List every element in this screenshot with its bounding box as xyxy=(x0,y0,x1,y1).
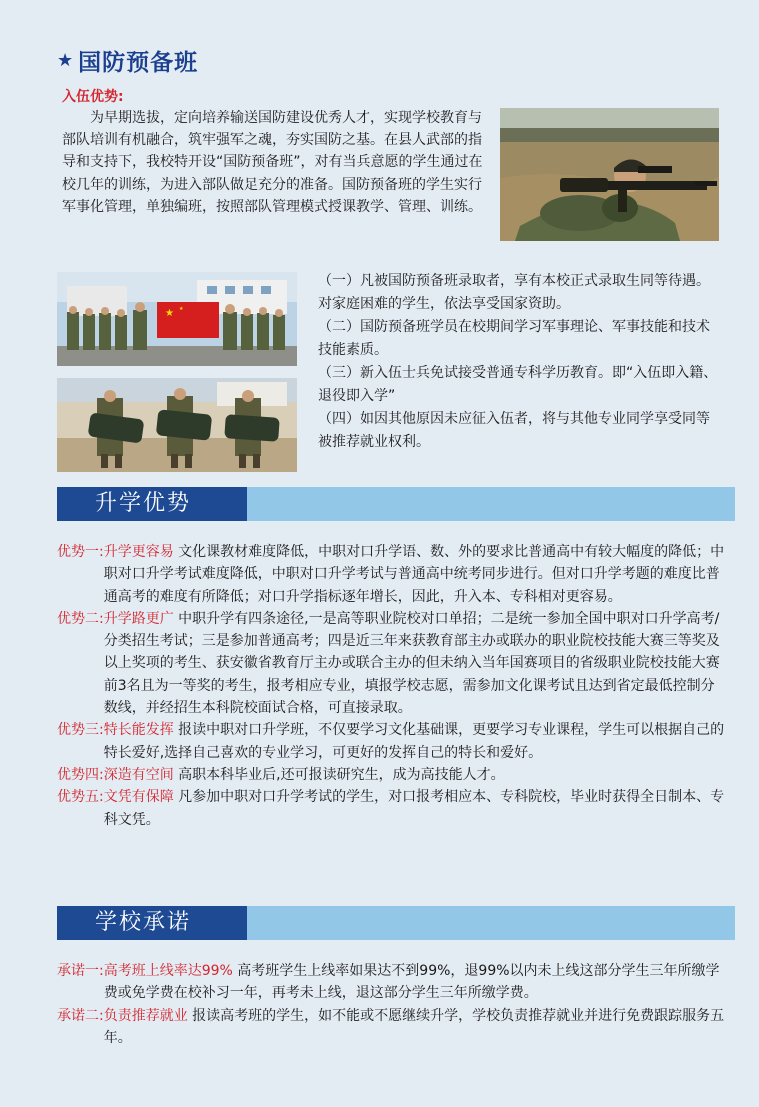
promise-prefix: 承诺二: xyxy=(57,1007,104,1024)
advantage-item-1 xyxy=(57,541,727,608)
advantages-list xyxy=(57,541,727,831)
advantage-text: 文化课教材难度降低，中职对口升学语、数、外的要求比普通高中有较大幅度的降低；中职对口升学考试难度降低，中职对口升学考试与普通高中统考同步进行。但对口升学考题的难度比普通高考的难度有所降低；对口升学指标逐年增长，因此，升入本、专科相对更容易。 xyxy=(103,544,725,605)
svg-text:★: ★ xyxy=(165,308,174,319)
advantage-key: 特长能发挥 xyxy=(103,722,174,739)
advantage-item-2 xyxy=(57,608,727,719)
advantage-item-3 xyxy=(57,719,727,764)
advantage-key: 文凭有保障 xyxy=(103,789,174,806)
section-title-text: 国防预备班 xyxy=(78,50,199,76)
promise-text: 高考班学生上线率如果达不到99%，退99%以内未上线这部分学生三年所缴学费或免学费在校补习一年，再考未上线，退这部分学生三年所缴学费。 xyxy=(103,963,720,1002)
banner-advancement-label: 升学优势 xyxy=(95,491,192,516)
right-item-4: （四）如因其他原因未应征入伍者，将与其他专业同学享受同等被推荐就业权利。 xyxy=(318,411,710,450)
right-item-1: （一）凡被国防预备班录取者，享有本校正式录取生同等待遇。对家庭困难的学生，依法享受国家资助。 xyxy=(318,273,710,312)
advantage-text: 中职升学有四条途径,一是高等职业院校对口单招；二是统一参加全国中职对口升学高考/分类招生考试；三是参加普通高考；四是近三年来获教育部主办或联办的职业院校技能大赛三等奖及以上奖项的考生、获安徽省教育厅主办或联合主办的但未纳入当年国赛项目的省级职业院校技能大赛前3名且为一等奖的考生，报考相应专业，填报学校志愿，需参加文化课考试且达到省定最低控制分数线，并经招生本科院校面试合格，可直接录取。 xyxy=(103,610,720,717)
sniper-training-photo xyxy=(500,108,719,241)
promise-key: 高考班上线率达99% xyxy=(103,963,233,979)
star-icon: ★ xyxy=(57,50,75,71)
enlist-advantage-heading: 入伍优势: xyxy=(62,89,124,105)
advantage-item-4 xyxy=(57,764,727,786)
advantage-prefix: 优势五: xyxy=(57,789,104,806)
promise-text: 报读高考班的学生，如不能或不愿继续升学，学校负责推荐就业并进行免费跟踪服务五年。 xyxy=(103,1007,725,1046)
advantage-key: 升学路更广 xyxy=(103,610,174,627)
advantage-prefix: 优势一: xyxy=(57,544,104,560)
shield-training-photo xyxy=(57,378,297,472)
advantage-text: 凡参加中职对口升学考试的学生，对口报考相应本、专科院校，毕业时获得全日制本、专科文凭。 xyxy=(103,789,725,828)
right-item-2: （二）国防预备班学员在校期间学习军事理论、军事技能和技术技能素质。 xyxy=(318,319,710,358)
advantage-prefix: 优势三: xyxy=(57,722,104,739)
flag-ceremony-photo xyxy=(57,272,297,366)
enlist-rights-list xyxy=(318,270,723,454)
advantage-item-5 xyxy=(57,786,727,831)
svg-text:★: ★ xyxy=(179,306,184,312)
advantage-prefix: 优势四: xyxy=(57,766,104,783)
promises-list xyxy=(57,960,727,1049)
promise-item-1 xyxy=(57,960,727,1005)
intro-paragraph xyxy=(62,107,487,218)
right-item-3: （三）新入伍士兵免试接受普通专科学历教育。即“入伍即入籍、退役即入学” xyxy=(318,365,718,404)
banner-promise xyxy=(57,906,735,940)
advantage-text: 高职本科毕业后,还可报读研究生，成为高技能人才。 xyxy=(173,766,505,783)
advantage-prefix: 优势二: xyxy=(57,610,104,627)
section-title xyxy=(57,44,198,77)
banner-promise-label: 学校承诺 xyxy=(95,910,192,935)
advantage-key: 深造有空间 xyxy=(103,766,174,783)
advantage-key: 升学更容易 xyxy=(103,544,174,560)
promise-key: 负责推荐就业 xyxy=(103,1007,188,1024)
promise-item-2 xyxy=(57,1005,727,1050)
advantage-text: 报读中职对口升学班，不仅要学习文化基础课，更要学习专业课程，学生可以根据自己的特长爱好,选择自己喜欢的专业学习，可更好的发挥自己的特长和爱好。 xyxy=(103,722,725,761)
promise-prefix: 承诺一: xyxy=(57,963,104,979)
intro-text: 为早期选拔，定向培养输送国防建设优秀人才，实现学校教育与部队培训有机融合，筑牢强军之魂，夯实国防之基。在县人武部的指导和支持下，我校特开设“国防预备班”，对有当兵意愿的学生通过在校几年的训练，为进入部队做足充分的准备。国防预备班的学生实行军事化管理，单独编班，按照部队管理模式授课教学、管理、训练。 xyxy=(62,110,483,215)
banner-advancement xyxy=(57,487,735,521)
